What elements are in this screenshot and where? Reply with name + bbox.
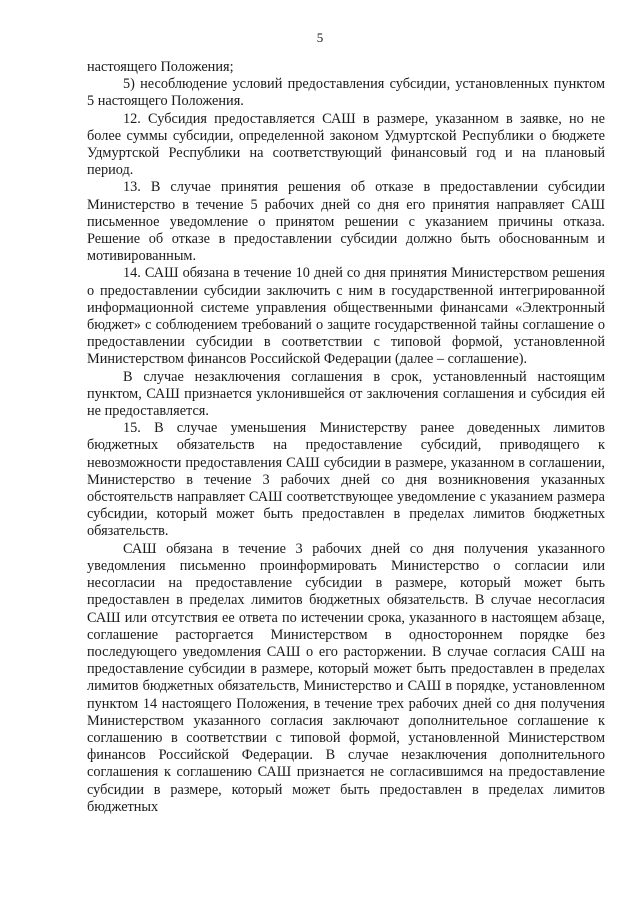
paragraph-clause-15: 15. В случае уменьшения Министерству ранее доведенных лимитов бюджетных обязательств на предоставление субсидий, приводящего к невозможности предоставления САШ субсидии в размере, указанном в соглашении, Министерство в течение 3 рабочих дней со дня возникновения указанных обстоятельств направляет САШ соответствующее уведомление с указанием размера субсидии, который может быть предоставлен в пределах лимитов бюджетных обязательств. — [87, 420, 605, 540]
paragraph-clause-15-obligation: САШ обязана в течение 3 рабочих дней со дня получения указанного уведомления письменно проинформировать Министерство о согласии или несогласии на предоставление субсидии в размере, который может быть предоставлен в пределах лимитов бюджетных обязательств. В случае несогласия САШ или отсутствия ее ответа по истечении срока, указанного в настоящем абзаце, соглашение расторгается Министерством в одностороннем порядке без последующего уведомления САШ о его расторжении. В случае согласия САШ на предоставление субсидии в размере, который может быть предоставлен в пределах лимитов бюджетных обязательств, Министерство и САШ в порядке, установленном пунктом 14 настоящего Положения, в течение трех рабочих дней со дня получения Министерством указанного согласия заключают дополнительное соглашение к соглашению в соответствии с типовой формой, установленной Министерством финансов Российской Федерации. В случае незаключения дополнительного соглашения к соглашению САШ признается не согласившимся на предоставление субсидии в размере, который может быть предоставлен в пределах лимитов бюджетных — [87, 540, 605, 815]
paragraph-clause-12: 12. Субсидия предоставляется САШ в размере, указанном в заявке, но не более суммы субсидии, определенной законом Удмуртской Республики о бюджете Удмуртской Республики на соответствующий финансовый год и на плановый период. — [87, 110, 605, 179]
document-body — [87, 59, 605, 816]
paragraph-clause-14-non-conclusion: В случае незаключения соглашения в срок, установленный настоящим пунктом, САШ признается уклонившейся от заключения соглашения и субсидия ей не предоставляется. — [87, 368, 605, 420]
paragraph-item-5: 5) несоблюдение условий предоставления субсидии, установленных пунктом 5 настоящего Положения. — [87, 76, 605, 110]
paragraph-continuation: настоящего Положения; — [87, 59, 234, 75]
page-number: 5 — [316, 30, 324, 45]
paragraph-clause-14: 14. САШ обязана в течение 10 дней со дня принятия Министерством решения о предоставлении субсидии заключить с ним в государственной интегрированной информационной системе управления общественными финансами «Электронный бюджет» с соблюдением требований о защите государственной тайны соглашение о предоставлении субсидии в соответствии с типовой формой, установленной Министерством финансов Российской Федерации (далее – соглашение). — [87, 265, 605, 368]
paragraph-clause-13: 13. В случае принятия решения об отказе в предоставлении субсидии Министерство в течение 5 рабочих дней со дня его принятия направляет САШ письменное уведомление о принятом решении с указанием причины отказа. Решение об отказе в предоставлении субсидии должно быть обоснованным и мотивированным. — [87, 179, 605, 265]
